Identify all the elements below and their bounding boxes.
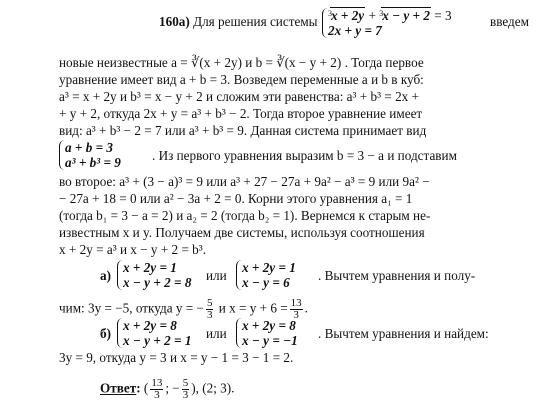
case-b-or: или	[206, 326, 227, 341]
case-b-system-1: x + 2y = 8 x − y + 2 = 1	[117, 318, 191, 348]
text-line-6: вид: a³ + b³ − 2 = 7 или a³ + b³ = 9. Данная система принимает вид	[59, 123, 427, 138]
introduce-word: введем	[490, 14, 529, 29]
text-line-9: − 27a + 18 = 0 или a² − 3a + 2 = 0. Корни этого уравнения a₁ = 1	[59, 191, 413, 206]
main-system-eq2: 2x + y = 7	[328, 23, 382, 38]
case-a-tail: . Вычтем уравнения и полу-	[318, 268, 476, 283]
text-line-8: во второе: a³ + (3 − a)³ = 9 или a³ + 27 − 27a + 9a² − a³ = 9 или 9a² −	[59, 174, 430, 189]
ab-system-eq1: a + b = 3	[65, 140, 113, 155]
problem-number: 160а)	[159, 14, 190, 29]
case-a-system-2: x + 2y = 1 x − y = 6	[236, 260, 296, 290]
answer-line: Ответ: ( $\frac{13}{3}$ ; − $\frac{5}{3}$ ), (2; 3).	[100, 377, 235, 401]
text-line-2: новые неизвестные a = ∛(x + 2y) и b = ∛(x − y + 2) . Тогда первое	[59, 55, 424, 70]
case-b-result: 3y = 9, откуда y = 3 и x = y − 1 = 3 − 1 = 2.	[59, 350, 294, 365]
ab-system	[59, 140, 121, 170]
case-b-system-2: x + 2y = 8 x − y = −1	[236, 318, 298, 348]
intro-line	[159, 14, 318, 29]
text-line-4: a³ = x + 2y и b³ = x − y + 2 и сложим эти равенства: a³ + b³ = 2x +	[59, 89, 419, 104]
intro-text: Для решения системы	[193, 14, 318, 29]
ab-system-eq2: a³ + b³ = 9	[65, 155, 121, 170]
answer-label: Ответ	[100, 380, 137, 396]
case-a-result: чим: 3y = −5, откуда y = − $\frac{5}{3}$ и x = y + 6 = $\frac{13}{3}$ .	[59, 297, 308, 321]
text-line-12: x + 2y = a³ и x − y + 2 = b³.	[59, 242, 207, 257]
text-line-5: + y + 2, откуда 2x + y = a³ + b³ − 2. Тогда второе уравнение имеет	[59, 106, 423, 121]
text-line-10: (тогда b₁ = 3 − a = 2) и a₂ = 2 (тогда b₂ = 1). Вернемся к старым не-	[59, 208, 431, 223]
text-line-7: . Из первого уравнения выразим b = 3 − a и подставим	[152, 148, 457, 163]
main-system	[322, 8, 452, 38]
case-a-system-1: x + 2y = 1 x − y + 2 = 8	[117, 260, 191, 290]
main-system-eq1: $^3$x + 2y + $^3$x − y + 2 = 3	[328, 8, 452, 23]
case-b-tail: . Вычтем уравнения и найдем:	[318, 326, 489, 341]
case-a-label: а)	[100, 268, 111, 283]
case-a-or: или	[206, 268, 227, 283]
case-b-label: б)	[100, 326, 111, 341]
text-line-3: уравнение имеет вид a + b = 3. Возведем переменные a и b в куб:	[59, 72, 424, 87]
text-line-11: известным x и y. Получаем две системы, используя соотношения	[59, 225, 425, 240]
